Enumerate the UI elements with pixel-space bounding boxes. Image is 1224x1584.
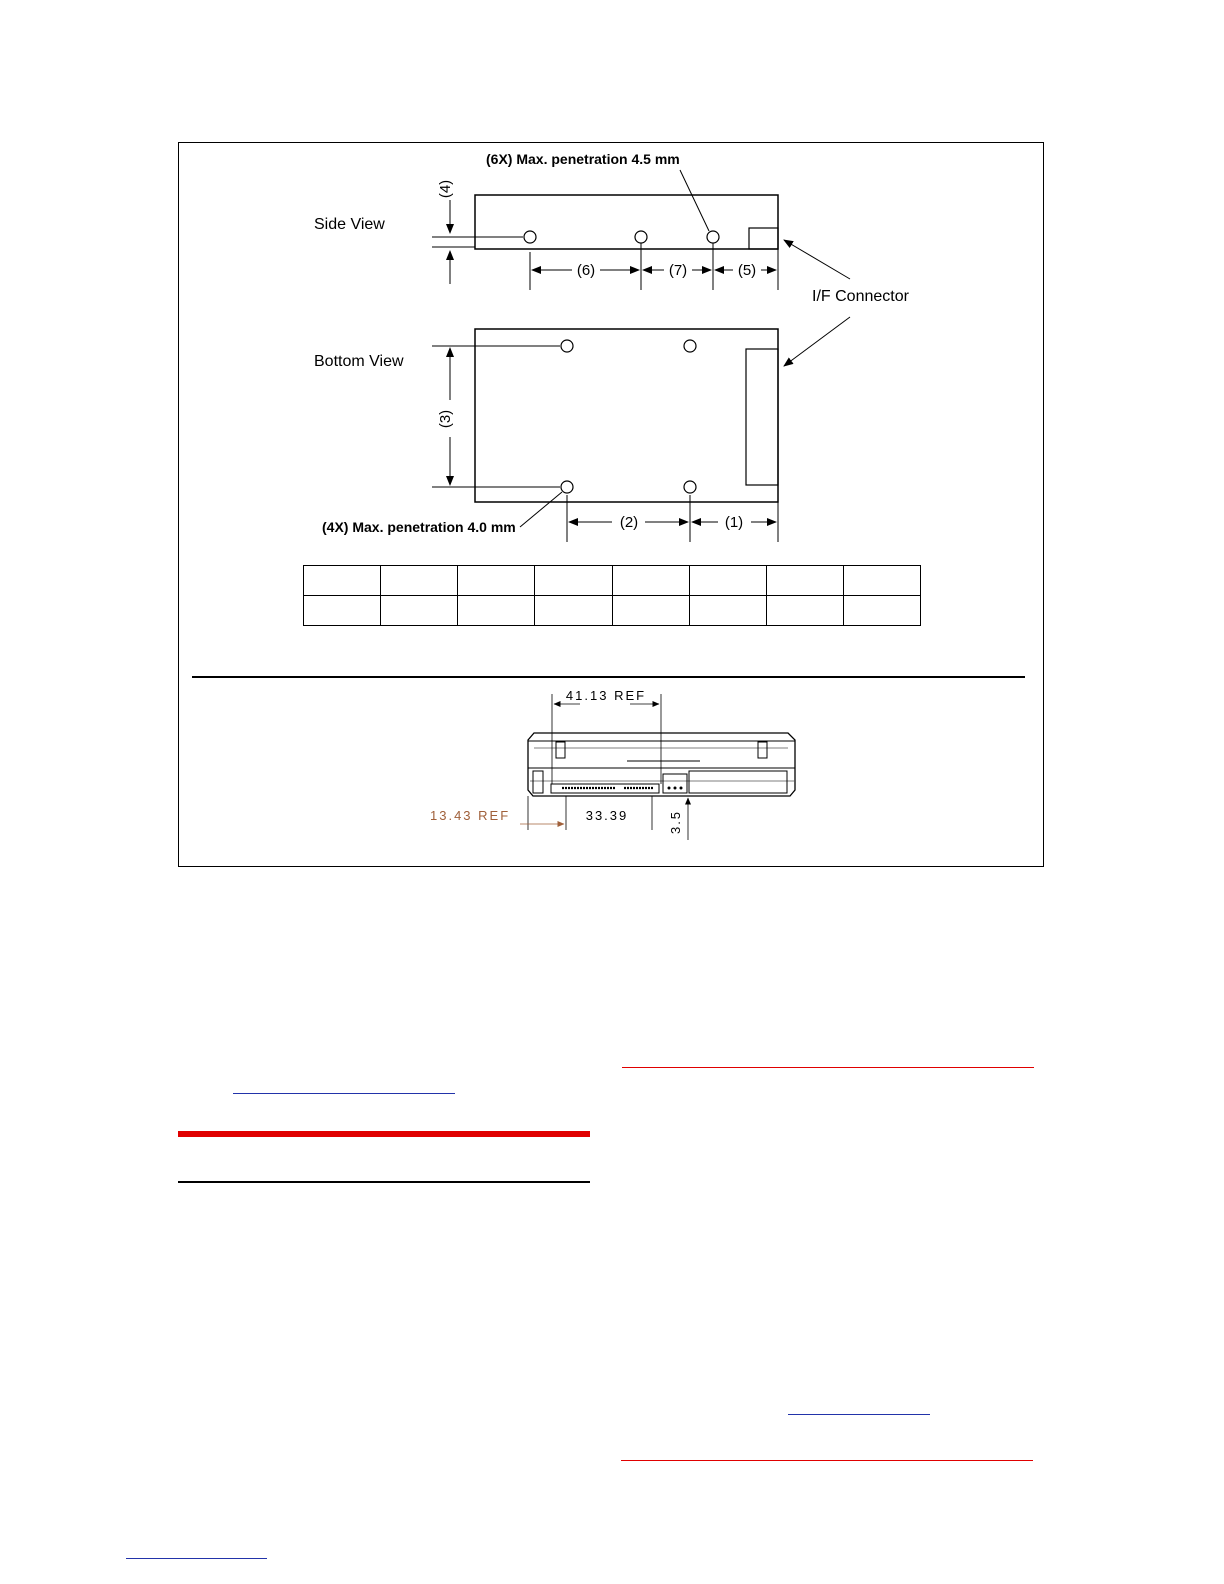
dim-label-4: (4) [437,179,454,199]
dim-3-5: 3.5 [668,809,683,835]
black-section-rule [178,1181,590,1183]
drive-end-outline [528,733,795,796]
dim-label-6: (6) [576,262,596,279]
dim-label-7: (7) [668,262,688,279]
side-view-penetration-note: (6X) Max. penetration 4.5 mm [486,151,680,167]
connector-label: I/F Connector [812,288,909,305]
side-view-label: Side View [314,216,385,233]
red-section-bar [178,1131,590,1137]
dim-label-1: (1) [724,514,744,531]
jumper-block [663,774,687,793]
dim-33-39: 33.39 [585,808,629,823]
red-underline-rule [622,1067,1034,1068]
dim-41-13-ref: 41.13 REF [565,688,647,703]
blue-link-underline [233,1093,455,1094]
dim-label-2: (2) [619,514,639,531]
bottom-view-label: Bottom View [314,353,404,370]
dim-label-5: (5) [737,262,757,279]
bottom-view-penetration-note: (4X) Max. penetration 4.0 mm [322,519,516,535]
dim-13-43-ref: 13.43 REF [430,808,511,823]
dim-label-3: (3) [437,409,454,429]
blue-link-underline [126,1558,267,1559]
blue-link-underline [788,1414,930,1415]
red-underline-rule [621,1460,1033,1461]
